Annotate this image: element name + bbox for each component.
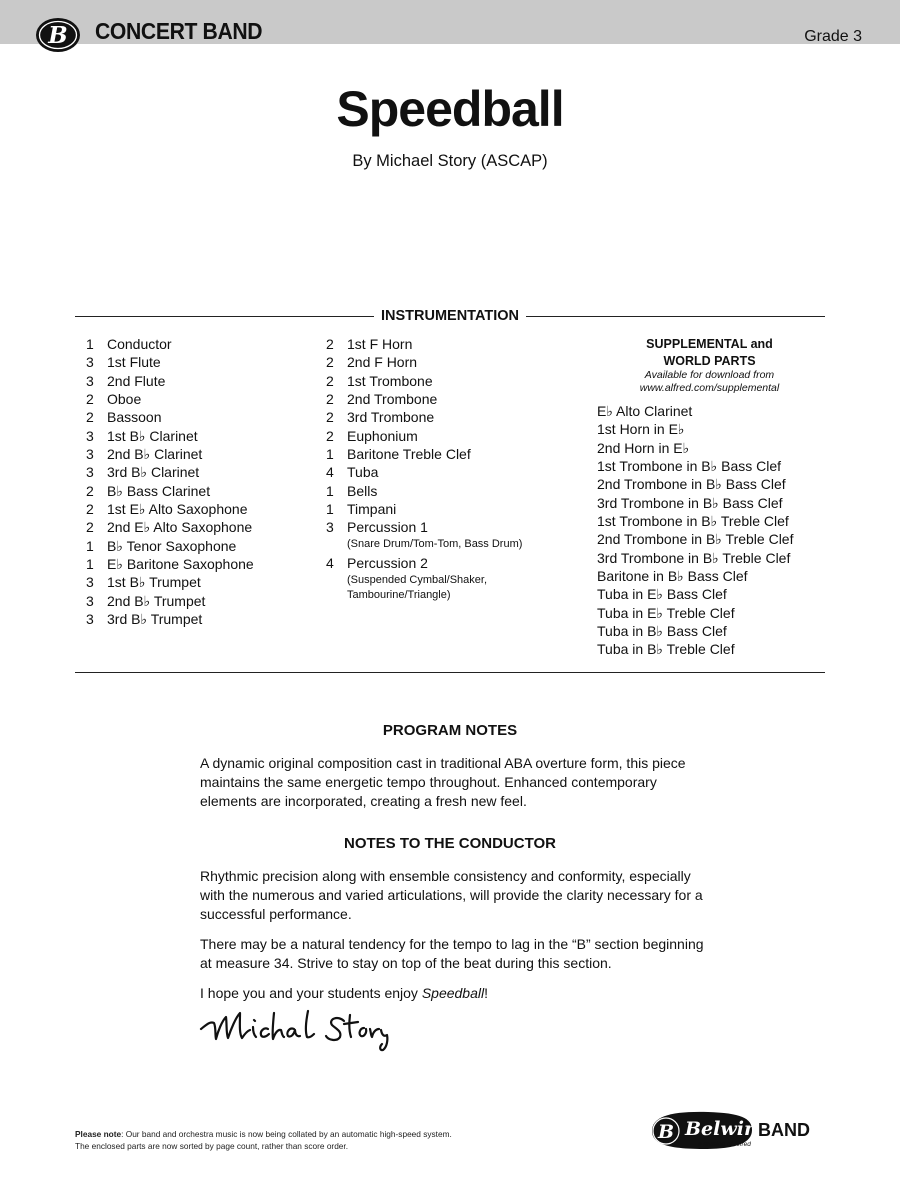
instrument-count: 2 [326,391,334,408]
supplemental-part: Tuba in B♭ Bass Clef [597,623,727,640]
instrument-name: 2nd Trombone [347,391,438,408]
collation-footnote [75,1129,452,1152]
instrument-count: 1 [86,556,94,573]
instrument-row [326,463,522,481]
instrument-count: 4 [326,464,334,481]
instrument-name: Tuba [347,464,379,481]
instrument-count: 4 [326,555,334,572]
supplemental-parts-list [597,402,794,659]
instrumentation-bottom-rule [75,672,825,673]
supplemental-part: 1st Horn in E♭ [597,421,685,438]
instrument-name: 2nd B♭ Trumpet [107,592,206,609]
instrument-row [326,390,522,408]
closing-line [200,984,710,1003]
supplemental-part: 1st Trombone in B♭ Treble Clef [597,513,789,530]
instrument-detail-line: Tambourine/Triangle) [347,589,451,602]
instrument-row [86,445,254,463]
closing-text: I hope you and your students enjoy [200,985,422,1001]
instrument-row [86,372,254,390]
instrument-count: 1 [86,336,94,352]
instrument-name: 3rd B♭ Trumpet [107,611,203,628]
instrument-name: 2nd B♭ Clarinet [107,446,203,463]
instrument-name: 2nd Flute [107,372,166,389]
supplemental-heading-line: WORLD PARTS [663,353,756,368]
conductor-notes-paragraph-2: There may be a natural tendency for the tempo to lag in the “B” section beginning at measure 34. Strive to stay on top of the beat during this section. [200,936,704,971]
instrument-row [86,353,254,371]
instrument-count: 1 [326,501,334,518]
instrument-row [86,482,254,500]
footnote-label: Please note [75,1129,122,1139]
instrument-detail-line: (Snare Drum/Tom-Tom, Bass Drum) [347,537,523,550]
conductor-notes-heading: NOTES TO THE CONDUCTOR [344,835,556,852]
closing-punct: ! [484,985,488,1001]
instrument-count: 2 [326,336,334,352]
instrument-row [326,372,522,390]
instrument-count: 2 [86,409,94,426]
instrument-row [326,408,522,426]
instrument-row [86,592,254,610]
instrument-name: Percussion 2 [347,555,428,572]
supplemental-part: Baritone in B♭ Bass Clef [597,568,748,585]
instrument-row [326,335,522,353]
instrument-row [86,555,254,573]
instrument-count: 2 [326,354,334,371]
instrument-name: 2nd E♭ Alto Saxophone [107,519,253,536]
instrument-row [86,500,254,518]
instrument-count: 3 [86,372,94,389]
instrument-count: 3 [86,464,94,481]
program-notes-text: A dynamic original composition cast in traditional ABA overture form, this piece maintains the same energetic tempo throughout. Enhanced contemporary elements are incorporated, creating a fresh new feel. [200,755,686,809]
instrument-row [86,610,254,628]
instrument-name: 1st Trombone [347,372,433,389]
instrument-column-2 [326,335,522,606]
composer-credit: By Michael Story (ASCAP) [352,152,548,170]
instrument-count: 3 [86,574,94,591]
instrument-detail [326,537,522,553]
instrumentation-heading [0,307,900,325]
instrument-row [326,554,522,572]
instrument-name: 1st B♭ Trumpet [107,574,201,591]
supplemental-part: 3rd Trombone in B♭ Bass Clef [597,494,783,511]
instrument-row [86,390,254,408]
instrument-count: 2 [326,409,334,426]
supplemental-part: Tuba in B♭ Treble Clef [597,641,735,658]
supplemental-heading [612,336,807,369]
footnote-text-1: : Our band and orchestra music is now being collated by an automatic high-speed system. [121,1129,452,1139]
supplemental-part: E♭ Alto Clarinet [597,403,693,419]
closing-title: Speedball [421,985,485,1001]
instrument-count: 2 [86,501,94,518]
instrument-name: B♭ Tenor Saxophone [107,537,237,554]
grade-label: Grade 3 [804,28,862,45]
instrument-name: Conductor [107,336,172,352]
instrument-name: 2nd F Horn [347,354,418,371]
handwritten-signature [198,1005,398,1055]
instrument-name: 1st Flute [107,354,161,371]
footnote-line-2: The enclosed parts are now sorted by page count, rather than score order. [75,1140,349,1151]
program-notes-heading: PROGRAM NOTES [382,722,518,739]
instrument-name: Bassoon [107,409,162,426]
instrument-count: 3 [86,427,94,444]
instrument-count: 3 [86,611,94,628]
supplemental-part: Tuba in E♭ Treble Clef [597,604,735,621]
instrument-name: B♭ Bass Clarinet [107,482,211,499]
supplemental-part: 2nd Trombone in B♭ Treble Clef [597,531,794,548]
instrument-count: 2 [86,482,94,499]
instrument-detail-line: (Suspended Cymbal/Shaker, [347,573,488,586]
instrument-row [326,518,522,536]
instrument-name: 3rd Trombone [347,409,435,426]
belwin-logo-icon [34,14,82,54]
instrument-name: 1st F Horn [347,336,413,352]
instrument-count: 2 [326,427,334,444]
instrument-name: E♭ Baritone Saxophone [107,556,254,573]
instrument-count: 3 [86,354,94,371]
instrument-count: 3 [326,519,334,536]
instrument-detail [326,573,522,604]
instrument-count: 1 [326,446,334,463]
series-label: CONCERT BAND [95,18,263,44]
instrumentation-heading-text: INSTRUMENTATION [374,308,526,324]
instrument-row [326,500,522,518]
svg-text:B: B [48,22,68,49]
supplemental-heading-line: SUPPLEMENTAL and [646,337,773,351]
page-title: Speedball [336,81,564,137]
supplemental-part: 2nd Trombone in B♭ Bass Clef [597,476,786,493]
instrument-row [86,537,254,555]
conductor-notes-paragraph-1: Rhythmic precision along with ensemble consistency and conformity, especially with the numerous and varied articulations, will provide the clarity necessary for a successful performance. [200,868,703,922]
instrument-count: 1 [326,482,334,499]
instrument-row [86,463,254,481]
publisher-wordmark: Belwin [685,1118,758,1140]
instrument-count: 2 [86,391,94,408]
instrument-row [86,335,254,353]
footnote-line-1 [75,1129,452,1141]
instrument-name: 3rd B♭ Clarinet [107,464,200,481]
publisher-division: a division of Alfred [698,1141,751,1148]
instrument-count: 3 [86,592,94,609]
instrument-row [326,482,522,500]
instrument-name: 1st B♭ Clarinet [107,427,198,444]
supplemental-part: Tuba in E♭ Bass Clef [597,586,727,603]
supplemental-download-note [602,369,817,395]
instrument-row [86,573,254,591]
supplemental-url: www.alfred.com/supplemental [639,382,780,394]
instrument-row [326,445,522,463]
belwin-band-logo [648,1108,828,1154]
supplemental-part: 3rd Trombone in B♭ Treble Clef [597,549,791,566]
instrument-name: 1st E♭ Alto Saxophone [107,501,248,518]
instrument-name: Euphonium [347,427,418,444]
svg-text:B: B [657,1121,675,1143]
supplemental-part: 1st Trombone in B♭ Bass Clef [597,458,782,475]
instrument-count: 3 [86,446,94,463]
supplemental-part: 2nd Horn in E♭ [597,439,690,456]
instrument-row [86,427,254,445]
instrument-name: Percussion 1 [347,519,428,536]
instrument-row [86,408,254,426]
instrument-row [86,518,254,536]
instrument-name: Oboe [107,391,142,408]
supplemental-note-line: Available for download from [644,369,775,381]
instrument-count: 1 [86,537,94,554]
instrument-count: 2 [326,372,334,389]
instrument-name: Baritone Treble Clef [347,446,471,463]
instrument-name: Bells [347,482,378,499]
publisher-band-label: BAND [758,1120,810,1140]
instrument-row [326,427,522,445]
instrument-row [326,353,522,371]
instrument-column-1 [86,335,254,629]
instrument-count: 2 [86,519,94,536]
instrument-name: Timpani [347,501,397,518]
